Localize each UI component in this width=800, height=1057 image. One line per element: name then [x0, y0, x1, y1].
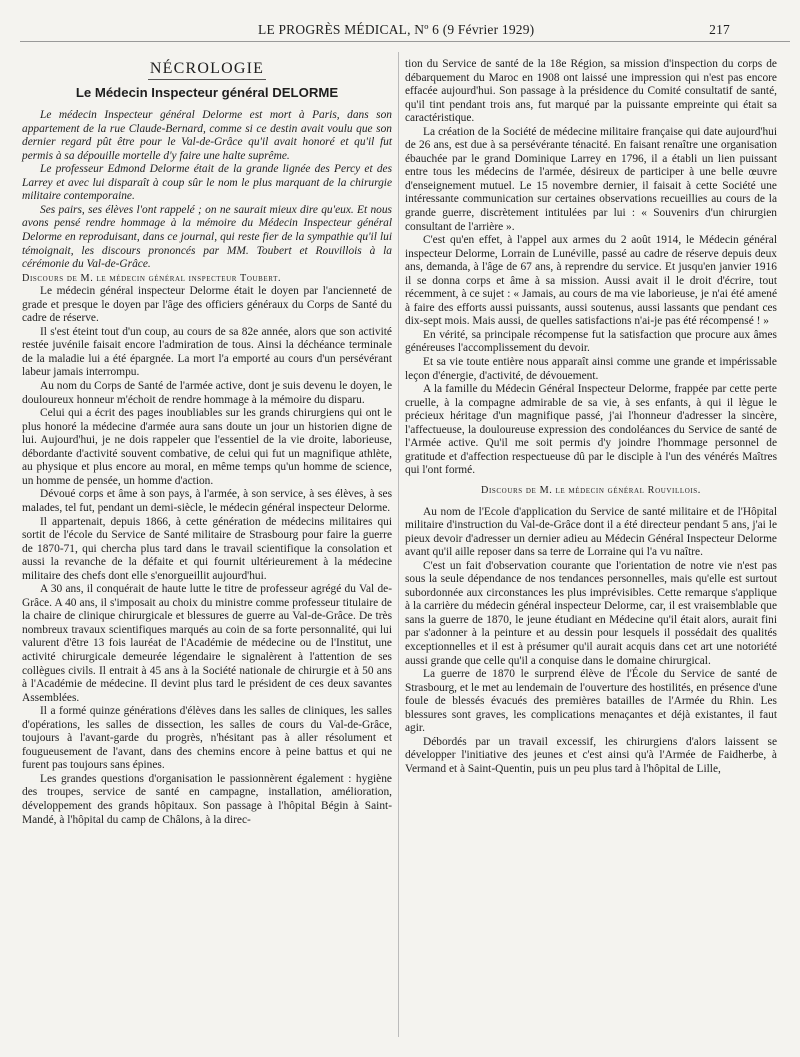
right-column [405, 58, 777, 776]
intro-paragraph: Le médecin Inspecteur général Delorme est mort à Paris, dans son appartement de la rue Claude-Bernard, comme si ce destin avait voulu que son dernier regard pût être pour le Val-de-Grâce qu'il avait honoré et qu'il fut permis à sa dépouille mortelle d'y faire une halte suprême. [22, 109, 392, 162]
body-paragraph: En vérité, sa principale récompense fut la satisfaction que procure aux âmes généreuses l'accomplissement du devoir. [405, 328, 777, 355]
column-divider [398, 52, 399, 1037]
obituary-title: Le Médecin Inspecteur général DELORME [75, 84, 339, 100]
body-paragraph: Au nom de l'Ecole d'application du Service de santé militaire et de l'Hôpital militaire d'instruction du Val-de-Grâce dont il a été directeur pendant 5 ans, j'ai le pieux devoir d'adresser un dernier adieu au Médecin Général Inspecteur Delorme avant qu'il aille reposer dans sa terre de Lorraine qui l'a vu naître. [405, 505, 777, 559]
section-title [22, 62, 392, 76]
body-paragraph: A 30 ans, il conquérait de haute lutte le titre de professeur agrégé du Val de-Grâce. A 40 ans, il s'imposait au choix du ministre comme professeur titulaire de la chaire de clinique chirurgicale et blessures de guerre au Val-de-Grâce. De très nombreux travaux scientifiques marqués au coin de sa forte personnalité, qui lui valurent d'être 13 fois lauréat de l'Académie de médecine ou de l'Institut, une activité chirurgicale demeurée légendaire le signalèrent à l'attention de ses collègues civils. Il entrait à 45 ans à la Société nationale de chirurgie et à 50 ans à l'Académie de médecine. Il devint plus tard le président de ces deux savantes Assemblées. [22, 583, 392, 704]
body-paragraph: Débordés par un travail excessif, les chirurgiens d'alors laissent se développer l'initiative des jeunes et c'est ainsi qu'à l'Armée de Faidherbe, à Vermand et à Saint-Quentin, puis un peu plus tard à l'hôpital de Lille, [405, 735, 777, 775]
body-paragraph: Il appartenait, depuis 1866, à cette génération de médecins militaires qui sortit de l'école du Service de Santé militaire de Strasbourg pour faire la guerre de 1870-71, qui chercha plus tard dans le travail scientifique la consolation et aussi la revanche de la défaite et qui fournit ultérieurement à la médecine militaire des chefs dont elle s'enorgueillit aujourd'hui. [22, 515, 392, 582]
body-paragraph: La guerre de 1870 le surprend élève de l'École du Service de santé de Strasbourg, et le met au lendemain de l'ouverture des hostilités, en présence d'une foule de blessés évacués des premières batailles de l'Armée du Rhin. Les blessures sont graves, les complications menaçantes et déjà existantes, il faut agir. [405, 668, 777, 735]
intro-paragraph: Ses pairs, ses élèves l'ont rappelé ; on ne saurait mieux dire qu'eux. Et nous avons pensé rendre hommage à la mémoire du Médecin Inspecteur général Delorme en reproduisant, dans ce journal, qui reste fier de la sympathie qu'il lui témoignait, les discours prononcés par MM. Toubert et Rouvillois à la cérémonie du Val-de-Grâce. [22, 203, 392, 271]
body-paragraph: C'est un fait d'observation courante que l'orientation de notre vie n'est pas sous la seule dépendance de nos tendances personnelles, mais qu'elle est surtout subordonnée aux circonstances les plus imprévisibles. Cette remarque s'applique à la carrière du médecin général inspecteur Delorme, car, il est vraisemblable que sans la guerre de 1870, le jeune étudiant en Médecine qu'il était alors, aurait fini par s'adonner à la peinture et au dessin pour lesquels il possédait des qualités exceptionnelles et il est à présumer qu'il aurait acquis dans cet art une notoriété aussi grande que celle qu'il a conquise dans le domaine chirurgical. [405, 559, 777, 667]
body-paragraph: Le médecin général inspecteur Delorme était le doyen par l'ancienneté de grade et presque le doyen par l'âge des officiers généraux du Corps de Santé du cadre de réserve. [22, 285, 392, 325]
body-paragraph: Il s'est éteint tout d'un coup, au cours de sa 82e année, alors que son activité restée juvénile faisait encore l'admiration de tous. Ainsi la déchéance terminale de la maladie lui a été épargnée. La mort l'a emporté au cours d'un persévérant labeur jamais interrompu. [22, 325, 392, 379]
page-number: 217 [709, 22, 730, 37]
body-paragraph: Celui qui a écrit des pages inoubliables sur les grands chirurgiens qui ont le plus honoré la médecine d'armée aura sans doute un jour un historien digne de lui. Aujourd'hui, je ne dois rappeler que l'essentiel de la vie droite, laborieuse, débordante d'activité souvent combative, de celui qui fut un magnifique athlète, au physique et plus encore au moral, en même temps qu'un homme de science, un homme de pensée, un homme d'action. [22, 407, 392, 487]
body-paragraph: Les grandes questions d'organisation le passionnèrent également : hygiène des troupes, service de santé en campagne, installation, amélioration, développement des grands hôpitaux. Son passage à l'hôpital Bégin à Saint-Mandé, à l'hôpital du camp de Châlons, à la direc- [22, 772, 392, 826]
body-paragraph: tion du Service de santé de la 18e Région, sa mission d'inspection du corps de débarquement du Maroc en 1908 ont laissé une impression qui n'est pas encore effacée aujourd'hui. Son passage à la présidence du Comité consultatif de santé, qu'il tint pendant trois ans, fut marqué par la puissante empreinte qui était sa caractéristique. [405, 58, 777, 125]
speech-heading-toubert: Discours de M. le médecin général inspecteur Toubert. [22, 272, 282, 284]
section-title-text: NÉCROLOGIE [148, 60, 266, 80]
header-rule [20, 41, 790, 42]
left-column [22, 58, 392, 827]
body-paragraph: Au nom du Corps de Santé de l'armée active, dont je suis devenu le doyen, le douloureux honneur m'échoit de rendre hommage à la mémoire du disparu. [22, 380, 392, 406]
body-paragraph: Il a formé quinze générations d'élèves dans les salles de cliniques, les salles d'opérations, les salles de dissection, les salles de cours du Val-de-Grâce, toujours à l'avant-garde du progrès, n'hésitant pas à aller résolument et fougueusement de l'avant, dans des chemins encore à peine battus et qui ne furent pas toujours sans épines. [22, 705, 392, 772]
journal-title: LE PROGRÈS MÉDICAL, Nº 6 (9 Février 1929) [258, 22, 535, 37]
body-paragraph: Dévoué corps et âme à son pays, à l'armée, à son service, à ses élèves, à ses malades, tel fut, pendant un demi-siècle, le médecin général inspecteur Delorme. [22, 488, 392, 514]
intro-block [22, 109, 392, 272]
body-paragraph: Et sa vie toute entière nous apparaît ainsi comme une grande et impérissable leçon d'énergie, d'activité, de dévouement. [405, 356, 777, 382]
intro-paragraph: Le professeur Edmond Delorme était de la grande lignée des Percy et des Larrey et avec lui disparaît à coup sûr le nom le plus marquant de la chirurgie militaire contemporaine. [22, 163, 392, 203]
body-paragraph: A la famille du Médecin Général Inspecteur Delorme, frappée par cette perte cruelle, à la compagne admirable de sa vie, à ses enfants, à qui il lègue le précieux héritage d'un magnifique passé, j'ai l'honneur d'adresser la sincère, l'affectueuse, la douloureuse expression des condoléances du Service de santé de l'Armée active. Qu'il me soit permis d'y joindre l'hommage personnel de gratitude et d'affection respectueuse dû par le disciple à l'un des vénérés Maîtres qui l'ont formé. [405, 383, 777, 477]
speech-heading-rouvillois: Discours de M. le médecin général Rouvillois. [481, 484, 701, 496]
body-paragraph: C'est qu'en effet, à l'appel aux armes du 2 août 1914, le Médecin général inspecteur Delorme, Lorrain de Lunéville, passé au cadre de réserve depuis deux ans, demanda, à l'âge de 67 ans, à reprendre du service. Et jusqu'en janvier 1916 il se donna corps et âme à sa mission. Aussi avait il le droit d'écrire, tout récemment, à ce sujet : « Jamais, au cours de ma vie laborieuse, je n'ai été amené à faire des efforts aussi puissants, aussi soutenus, aussi lassants que pendant ces dix-sept mois. Mais aussi, de quelles satisfactions n'ai-je pas été récompensé ! » [405, 234, 777, 328]
body-paragraph: La création de la Société de médecine militaire française qui date aujourd'hui de 26 ans, est due à sa persévérante ténacité. En faisant renaître une organisation ébauchée par le grand Dominique Larrey en 1796, il a établi un lien puissant entre tous les médecins de l'armée, désireux de participer à une belle œuvre d'enseignement mutuel. Le 15 novembre dernier, il faisait à cette Société une intéressante communication sur certaines observations recueillies au cours de la grande guerre, discrètement intitulées par lui : « Souvenirs d'un chirurgien consultant de l'arrière ». [405, 125, 777, 233]
